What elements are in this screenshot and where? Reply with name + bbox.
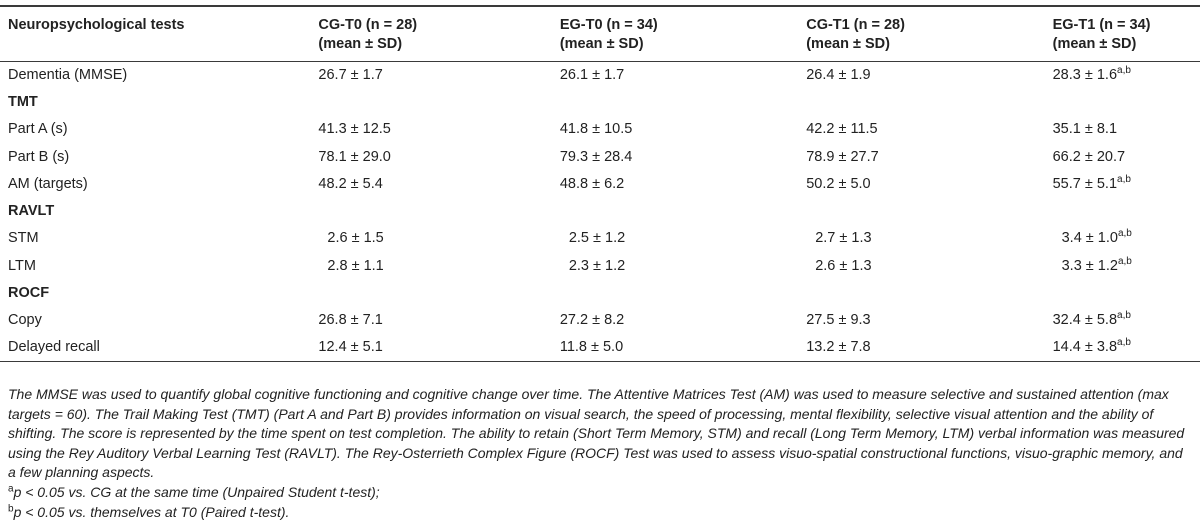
cell-eg-t0 xyxy=(560,307,806,334)
table-row xyxy=(0,61,1200,88)
cell-value: 2.3 ± 1.2 xyxy=(568,257,626,274)
cell-value: 26.8 ± 7.1 xyxy=(318,312,383,329)
cell-value: 13.2 ± 7.8 xyxy=(806,339,871,356)
significance-mark: a,b xyxy=(1117,255,1132,267)
column-header-subtitle: (mean ± SD) xyxy=(1052,36,1137,52)
cell-value: 2.6 ± 1.3 xyxy=(815,257,872,274)
cell-eg-t1 xyxy=(1053,225,1200,252)
results-table xyxy=(0,5,1200,362)
cell-value: 78.1 ± 29.0 xyxy=(318,148,391,165)
cell-eg-t0 xyxy=(560,225,806,252)
section-row xyxy=(0,88,1200,115)
row-label: Part B (s) xyxy=(8,148,70,165)
column-header-title: CG-T1 (n = 28) xyxy=(806,17,905,33)
cell-eg-t0 xyxy=(560,61,806,88)
column-header-subtitle: (mean ± SD) xyxy=(318,36,403,52)
cell-eg-t0 xyxy=(560,334,806,361)
footnote-b xyxy=(8,503,1194,523)
footnote-a-mark: a xyxy=(8,483,14,495)
significance-mark: a,b xyxy=(1117,310,1131,322)
cell-eg-t1 xyxy=(1053,170,1200,197)
cell-eg-t1 xyxy=(1053,143,1200,170)
table-row xyxy=(0,307,1200,334)
row-label: STM xyxy=(8,230,39,247)
cell-value: 32.4 ± 5.8 xyxy=(1052,312,1118,329)
cell-cg-t1 xyxy=(806,334,1052,361)
cell-cg-t0 xyxy=(318,170,559,197)
cell-eg-t1 xyxy=(1053,307,1200,334)
cell-value: 3.4 ± 1.0 xyxy=(1061,230,1118,247)
cell-value: 2.8 ± 1.1 xyxy=(327,257,384,274)
row-label: LTM xyxy=(8,257,36,274)
cell-eg-t0 xyxy=(560,170,806,197)
column-header-title: EG-T1 (n = 34) xyxy=(1052,17,1151,33)
cell-cg-t0 xyxy=(318,143,559,170)
cell-value: 3.3 ± 1.2 xyxy=(1061,257,1118,274)
footnote-b-text: p < 0.05 vs. themselves at T0 (Paired t-test). xyxy=(13,503,290,520)
significance-mark: a,b xyxy=(1117,337,1131,349)
cell-cg-t1 xyxy=(806,170,1052,197)
cell-value: 14.4 ± 3.8 xyxy=(1052,339,1118,356)
significance-mark: a,b xyxy=(1117,174,1131,185)
table-body xyxy=(0,61,1200,361)
cell-value: 2.7 ± 1.3 xyxy=(815,230,872,247)
cell-cg-t1 xyxy=(806,61,1052,88)
row-label: Dementia (MMSE) xyxy=(8,66,128,83)
cell-value: 27.5 ± 9.3 xyxy=(806,312,871,329)
column-header-subtitle: (mean ± SD) xyxy=(559,36,644,52)
row-label: Delayed recall xyxy=(8,339,100,356)
section-row xyxy=(0,197,1200,224)
cell-value: 41.3 ± 12.5 xyxy=(318,121,391,138)
cell-value: 11.8 ± 5.0 xyxy=(559,339,624,356)
cell-value: 42.2 ± 11.5 xyxy=(806,121,878,138)
cell-value: 27.2 ± 8.2 xyxy=(559,312,625,329)
column-header-subtitle: (mean ± SD) xyxy=(806,36,890,52)
table-notes xyxy=(8,385,1194,522)
cell-value: 2.6 ± 1.5 xyxy=(327,230,384,247)
cell-cg-t0 xyxy=(318,225,559,252)
table-row xyxy=(0,225,1200,252)
cell-value: 78.9 ± 27.7 xyxy=(806,148,879,165)
table-row xyxy=(0,116,1200,143)
table-row xyxy=(0,334,1200,361)
section-label: RAVLT xyxy=(8,203,55,220)
column-header xyxy=(318,6,559,61)
cell-cg-t1 xyxy=(806,252,1052,279)
footnote-a xyxy=(8,483,1194,503)
footnote-b-mark: b xyxy=(8,502,14,514)
cell-value: 50.2 ± 5.0 xyxy=(806,175,871,192)
significance-mark: a,b xyxy=(1117,65,1131,77)
column-header-title: Neuropsychological tests xyxy=(8,17,185,33)
table-header-row xyxy=(0,6,1200,61)
section-row xyxy=(0,279,1200,306)
cell-value: 48.8 ± 6.2 xyxy=(559,175,625,192)
cell-cg-t1 xyxy=(806,143,1052,170)
column-header xyxy=(1053,6,1200,61)
cell-value: 28.3 ± 1.6 xyxy=(1052,66,1118,83)
table-row xyxy=(0,143,1200,170)
column-header xyxy=(0,6,318,61)
table-row xyxy=(0,252,1200,279)
column-header-title: CG-T0 (n = 28) xyxy=(318,17,418,33)
cell-cg-t0 xyxy=(318,307,559,334)
cell-value: 26.7 ± 1.7 xyxy=(318,66,383,83)
table-caption: The MMSE was used to quantify global cognitive functioning and cognitive change over time. The Attentive Matrices Test (AM) was used to measure selective and sustained attention (max targets = 60). The Trail Making Test (TMT) (Part A and Part B) provides information on visual search, the speed of processing, mental flexibility, selective visual attention and the ability of shifting. The score is represented by the time spent on test completion. The ability to retain (Short Term Memory, STM) and recall (Long Term Memory, LTM) verbal information was measured using the Rey Auditory Verbal Learning Test (RAVLT). The Rey-Osterrieth Complex Figure (ROCF) Test was used to assess visuo-spatial constructional functions, visuo-graphic memory, and a few planning aspects. xyxy=(8,386,1185,481)
significance-mark: a,b xyxy=(1117,228,1132,240)
cell-value: 41.8 ± 10.5 xyxy=(559,121,633,138)
cell-value: 79.3 ± 28.4 xyxy=(559,148,633,165)
cell-value: 48.2 ± 5.4 xyxy=(318,175,383,192)
cell-value: 12.4 ± 5.1 xyxy=(318,339,383,356)
table-row xyxy=(0,170,1200,197)
cell-cg-t1 xyxy=(806,116,1052,143)
cell-eg-t1 xyxy=(1053,116,1200,143)
cell-cg-t0 xyxy=(318,334,559,361)
cell-cg-t1 xyxy=(806,307,1052,334)
column-header-title: EG-T0 (n = 34) xyxy=(559,17,658,33)
cell-value: 66.2 ± 20.7 xyxy=(1052,148,1126,165)
cell-eg-t1 xyxy=(1053,61,1200,88)
row-label: Part A (s) xyxy=(8,121,68,138)
footnote-a-text: p < 0.05 vs. CG at the same time (Unpaired Student t-test); xyxy=(13,483,380,500)
cell-eg-t0 xyxy=(560,252,806,279)
section-label: ROCF xyxy=(8,285,50,302)
row-label: Copy xyxy=(8,312,42,329)
section-label: TMT xyxy=(8,93,38,110)
cell-value: 35.1 ± 8.1 xyxy=(1052,121,1118,138)
cell-cg-t0 xyxy=(318,61,559,88)
row-label: AM (targets) xyxy=(8,175,88,192)
cell-cg-t0 xyxy=(318,116,559,143)
cell-value: 26.4 ± 1.9 xyxy=(806,66,871,83)
column-header xyxy=(806,6,1052,61)
cell-eg-t0 xyxy=(560,143,806,170)
cell-cg-t1 xyxy=(806,225,1052,252)
cell-cg-t0 xyxy=(318,252,559,279)
cell-value: 55.7 ± 5.1 xyxy=(1052,175,1118,192)
cell-value: 2.5 ± 1.2 xyxy=(568,230,626,247)
cell-eg-t1 xyxy=(1053,252,1200,279)
cell-eg-t1 xyxy=(1053,334,1200,361)
column-header xyxy=(560,6,806,61)
cell-eg-t0 xyxy=(560,116,806,143)
cell-value: 26.1 ± 1.7 xyxy=(559,66,625,83)
